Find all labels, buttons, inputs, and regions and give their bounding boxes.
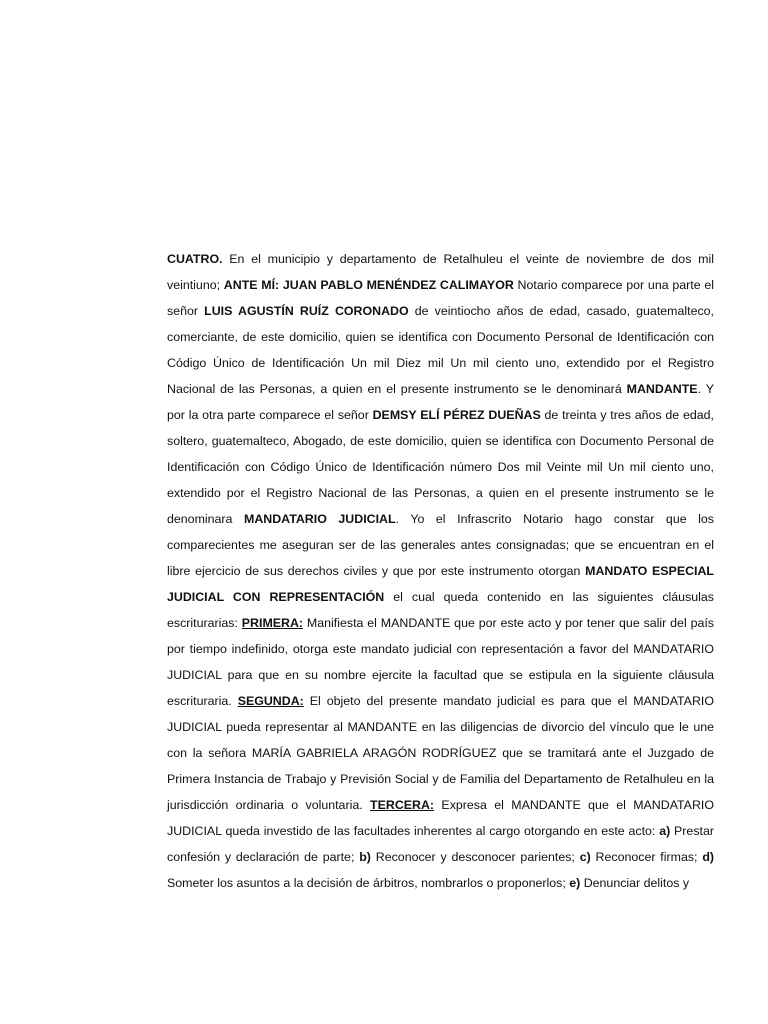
text-segment: En el municipio y departamento de Retalhuleu el veinte de noviembre de dos mil veintiuno; xyxy=(167,252,714,293)
text-segment: Prestar confesión y declaración de parte; xyxy=(167,824,714,865)
text-segment: Someter los asuntos a la decisión de árbitros, nombrarlos o proponerlos; xyxy=(167,876,570,891)
bold-text-segment: MANDATO ESPECIAL JUDICIAL CON REPRESENTACIÓN xyxy=(167,564,714,605)
bold-text-segment: DEMSY ELÍ PÉREZ DUEÑAS xyxy=(372,408,541,423)
text-segment: . Y por la otra parte comparece el señor xyxy=(167,382,714,423)
text-segment: Manifiesta el MANDANTE que por este acto y por tener que salir del país por tiempo indefinido, otorga este mandato judicial con representación a favor del MANDATARIO JUDICIAL para que en su nombre ejercite la facultad que se estipula en la siguiente cláusula escrituraria. xyxy=(167,616,714,709)
bold-text-segment: MANDANTE xyxy=(626,382,698,397)
bold-text-segment: ANTE MÍ: JUAN PABLO MENÉNDEZ CALIMAYOR xyxy=(223,278,514,293)
bold-text-segment: c) xyxy=(579,850,591,865)
text-segment: Reconocer firmas; xyxy=(590,850,703,865)
bold-text-segment: PRIMERA: xyxy=(241,616,304,631)
bold-text-segment: d) xyxy=(702,850,715,865)
text-segment: El objeto del presente mandato judicial es para que el MANDATARIO JUDICIAL pueda representar al MANDANTE en las diligencias de divorcio del vínculo que le une con la señora MARÍA GABRIELA ARAGÓN RODRÍGUEZ que se tramitará ante el Juzgado de Primera Instancia de Trabajo y Previsión Social y de Familia del Departamento de Retalhuleu en la jurisdicción ordinaria o voluntaria. xyxy=(167,694,714,813)
bold-text-segment: a) xyxy=(659,824,671,839)
bold-text-segment: e) xyxy=(569,876,581,891)
bold-text-segment: SEGUNDA: xyxy=(237,694,304,709)
bold-text-segment: MANDATARIO JUDICIAL xyxy=(244,512,396,527)
text-segment: . Yo el Infrascrito Notario hago constar que los comparecientes me aseguran ser de las generales antes consignadas; que se encuentran en el libre ejercicio de sus derechos civiles y que por este instrumento otorgan xyxy=(167,512,715,579)
text-segment: de treinta y tres años de edad, soltero, guatemalteco, Abogado, de este domicilio, quien se identifica con Documento Personal de Identificación con Código Único de Identificación número Dos mil Veinte mil Un mil ciento uno, extendido por el Registro Nacional de las Personas, a quien en el presente instrumento se le denominara xyxy=(167,408,714,527)
bold-text-segment: TERCERA: xyxy=(370,798,435,813)
text-segment: Reconocer y desconocer parientes; xyxy=(370,850,580,865)
text-segment: el cual queda contenido en las siguientes cláusulas escriturarias: xyxy=(167,590,715,631)
text-segment: Expresa el MANDANTE que el MANDATARIO JUDICIAL queda investido de las facultades inherentes al cargo otorgando en este acto: xyxy=(167,798,714,839)
document-body xyxy=(167,246,714,896)
text-segment: Notario comparece por una parte el señor xyxy=(167,278,714,319)
bold-text-segment: LUIS AGUSTÍN RUÍZ CORONADO xyxy=(204,304,409,319)
bold-text-segment: b) xyxy=(359,850,371,865)
bold-text-segment: CUATRO. xyxy=(167,252,223,267)
text-segment: Denunciar delitos y xyxy=(580,876,690,891)
text-segment: de veintiocho años de edad, casado, guatemalteco, comerciante, de este domicilio, quien se identifica con Documento Personal de Identificación con Código Único de Identificación Un mil Diez mil Un mil ciento uno, extendido por el Registro Nacional de las Personas, a quien en el presente instrumento se le denominará xyxy=(167,304,714,397)
